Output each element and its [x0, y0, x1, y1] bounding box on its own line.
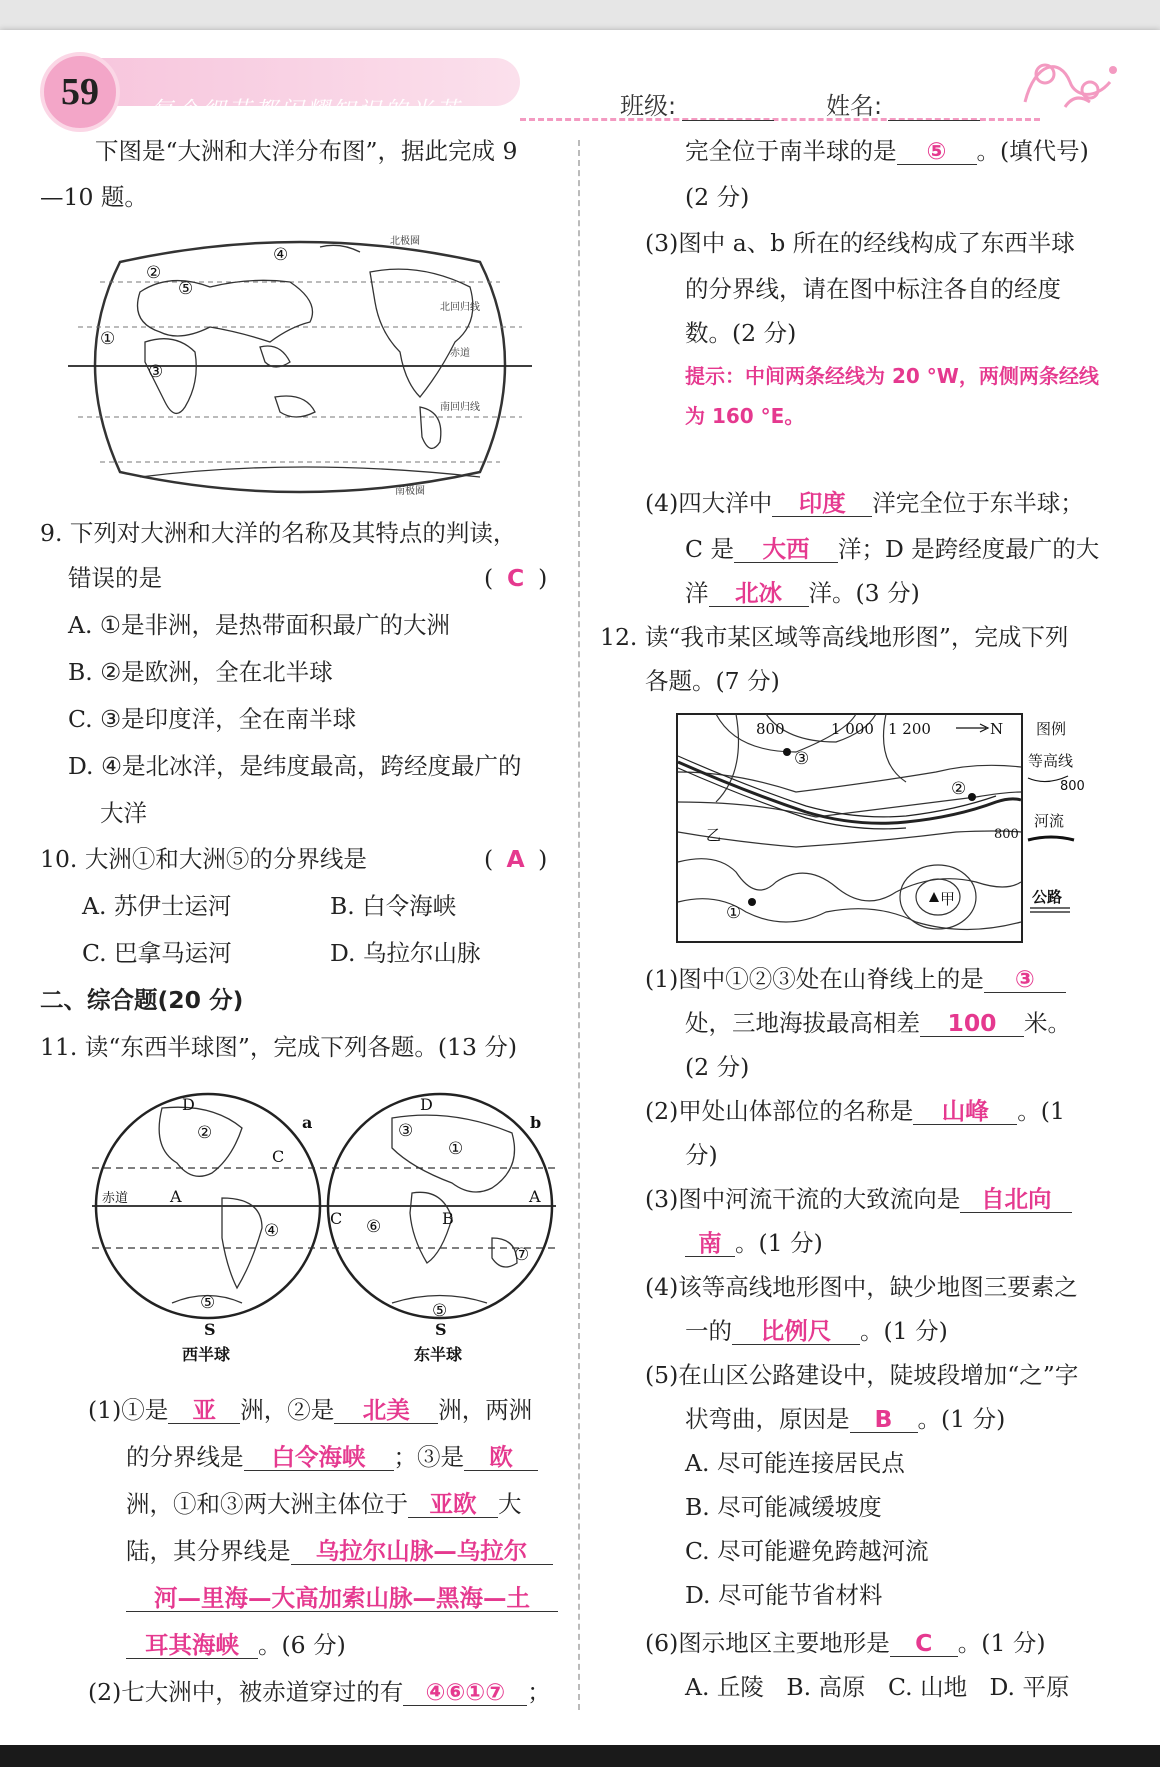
- svg-text:⑤: ⑤: [178, 279, 194, 299]
- svg-text:③: ③: [398, 1121, 414, 1141]
- q11-stem: 11. 读“东西半球图”，完成下列各题。(13 分): [40, 1033, 518, 1061]
- section2-title: 二、综合题(20 分): [40, 986, 244, 1014]
- svg-text:①: ①: [726, 903, 742, 923]
- q11-p3-tip1: 提示：中间两条经线为 20 °W，两侧两条经线: [685, 364, 1099, 388]
- world-map: [60, 232, 540, 502]
- header-slogan: 每个细节都闪耀知识的光芒: [150, 98, 462, 124]
- svg-text:1 000: 1 000: [831, 720, 874, 738]
- svg-text:B: B: [442, 1209, 454, 1228]
- q11-p1-answer2[interactable]: 北美: [334, 1399, 438, 1424]
- q12-p1-line1: (1)图中①②③处在山脊线上的是 ③: [645, 968, 1066, 993]
- q11-p4-answer3[interactable]: 北冰: [709, 582, 809, 607]
- svg-text:C: C: [272, 1147, 285, 1166]
- q11-p1-answer4[interactable]: 欧: [464, 1446, 538, 1471]
- q9-option-c[interactable]: C. ③是印度洋，全在南半球: [68, 705, 357, 733]
- svg-text:④: ④: [273, 245, 289, 265]
- q12-p5-option-c[interactable]: C. 尽可能避免跨越河流: [685, 1537, 929, 1565]
- svg-text:C: C: [330, 1209, 343, 1228]
- q12-p6-answer1[interactable]: C: [890, 1632, 958, 1657]
- svg-text:北极圈: 北极圈: [390, 236, 420, 247]
- q11-p4-line2: C 是 大西 洋；D 是跨经度最广的大: [685, 535, 1100, 563]
- q9-option-b[interactable]: B. ②是欧洲，全在北半球: [68, 658, 333, 686]
- q12-p4-line1: (4)该等高线地形图中，缺少地图三要素之: [645, 1273, 1078, 1301]
- q9-stem2: 错误的是: [68, 564, 162, 592]
- svg-text:⑤: ⑤: [432, 1301, 448, 1321]
- svg-text:800: 800: [994, 827, 1019, 842]
- q10-option-d[interactable]: D. 乌拉尔山脉: [330, 939, 481, 967]
- svg-text:乙: 乙: [706, 826, 722, 844]
- q12-p5-option-d[interactable]: D. 尽可能节省材料: [685, 1581, 883, 1609]
- q9-answer-bracket: ( C ): [484, 564, 548, 592]
- q11-p1-answer6a[interactable]: 乌拉尔山脉—乌拉尔: [291, 1540, 553, 1565]
- contour-map: [676, 712, 1096, 944]
- svg-text:②: ②: [951, 779, 967, 799]
- svg-text:图例: 图例: [1036, 720, 1067, 738]
- q12-p6-options: [685, 1673, 1070, 1701]
- viewer-top-bar: [0, 0, 1160, 30]
- svg-text:A: A: [170, 1187, 182, 1206]
- q11-p3-tip2: 为 160 °E。: [685, 404, 805, 428]
- svg-text:等高线: 等高线: [1028, 752, 1074, 770]
- q9-option-a[interactable]: A. ①是非洲，是热带面积最广的大洲: [68, 611, 450, 639]
- q10-option-c[interactable]: C. 巴拿马运河: [82, 939, 232, 967]
- q11-p4-line1: (4)四大洋中 印度 洋完全位于东半球；: [645, 489, 1084, 517]
- svg-text:S: S: [435, 1320, 447, 1339]
- q12-p4-answer1[interactable]: 比例尺: [732, 1320, 860, 1345]
- q12-p5-line1: (5)在山区公路建设中，陡坡段增加“之”字: [645, 1361, 1079, 1389]
- q11-p1-line1: (1)①是 亚 洲，②是 北美 洲，两洲: [88, 1396, 533, 1424]
- q12-p5-option-a[interactable]: A. 尽可能连接居民点: [685, 1449, 905, 1477]
- svg-text:b: b: [530, 1113, 542, 1132]
- svg-text:赤道: 赤道: [102, 1191, 129, 1206]
- q12-p3-line1: (3)图中河流干流的大致流向是 自北向: [645, 1188, 1072, 1213]
- q11-p1-answer1[interactable]: 亚: [168, 1399, 240, 1424]
- svg-text:南回归线: 南回归线: [440, 402, 480, 413]
- q12-p3-answer1b[interactable]: 南: [685, 1232, 735, 1257]
- svg-text:②: ②: [197, 1123, 213, 1143]
- q11-p4-answer1[interactable]: 印度: [772, 492, 872, 517]
- page-number: 59: [40, 52, 120, 132]
- q10-option-b[interactable]: B. 白令海峡: [330, 892, 457, 920]
- q11-p3-line3: 数。(2 分): [685, 319, 797, 347]
- q12-p6-option-b[interactable]: B. 高原: [786, 1673, 866, 1701]
- q12-stem2: 各题。(7 分): [645, 667, 780, 695]
- svg-text:D: D: [420, 1095, 433, 1114]
- q11-p1-line2: 的分界线是 白令海峡 ；③是 欧: [126, 1446, 538, 1471]
- svg-text:800: 800: [756, 720, 785, 738]
- svg-text:①: ①: [100, 329, 116, 349]
- q9-option-d[interactable]: D. ④是北冰洋，是纬度最高，跨经度最广的: [68, 752, 522, 780]
- q12-stem1: 12. 读“我市某区域等高线地形图”，完成下列: [600, 623, 1069, 651]
- svg-text:①: ①: [448, 1139, 464, 1159]
- q12-p3-line2: 南 。(1 分): [685, 1232, 823, 1257]
- q10-option-a[interactable]: A. 苏伊士运河: [82, 892, 232, 920]
- q10-stem: 10. 大洲①和大洲⑤的分界线是: [40, 845, 367, 873]
- svg-text:西半球: 西半球: [182, 1345, 231, 1364]
- svg-text:河流: 河流: [1034, 812, 1065, 830]
- q11-p1-answer6c[interactable]: 耳其海峡: [126, 1634, 258, 1659]
- q12-p2-answer1[interactable]: 山峰: [913, 1100, 1017, 1125]
- q12-p4-line2: 一的 比例尺 。(1 分): [685, 1317, 948, 1345]
- viewer-bottom-bar: [0, 1745, 1160, 1767]
- q10-answer-bracket: ( A ): [484, 845, 548, 873]
- q12-p6-line1: (6)图示地区主要地形是 C 。(1 分): [645, 1629, 1046, 1657]
- svg-text:③: ③: [148, 362, 164, 382]
- intro-line1: 下图是“大洲和大洋分布图”，据此完成 9: [95, 137, 518, 165]
- q11-p1-line6: 耳其海峡 。(6 分): [126, 1634, 346, 1659]
- q12-p5-answer1[interactable]: B: [850, 1408, 918, 1433]
- q11-p2-answer1[interactable]: ④⑥①⑦: [403, 1681, 527, 1706]
- q11-p1-answer6b[interactable]: 河—里海—大高加索山脉—黑海—土: [126, 1587, 558, 1612]
- column-divider: [578, 140, 580, 1710]
- q12-p6-option-a[interactable]: A. 丘陵: [685, 1673, 764, 1701]
- svg-text:⑥: ⑥: [366, 1217, 382, 1237]
- q12-p1-score: (2 分): [685, 1053, 750, 1081]
- svg-text:甲: 甲: [940, 890, 956, 908]
- svg-text:N: N: [990, 720, 1004, 738]
- q11-p1-line3: 洲，①和③两大洲主体位于 亚欧 大: [126, 1490, 522, 1518]
- q9-stem1: 9. 下列对大洲和大洋的名称及其特点的判读，: [40, 519, 517, 547]
- q11-p4-answer2[interactable]: 大西: [734, 538, 838, 563]
- q11-p3-line2: 的分界线，请在图中标注各自的经度: [685, 275, 1061, 303]
- q11-p1-line5: [126, 1584, 558, 1612]
- svg-text:北回归线: 北回归线: [440, 302, 480, 313]
- q11-p1-line4: 陆，其分界线是 乌拉尔山脉—乌拉尔: [126, 1540, 553, 1565]
- q12-p2-line1: (2)甲处山体部位的名称是 山峰 。(1: [645, 1097, 1065, 1125]
- svg-text:公路: 公路: [1032, 888, 1063, 906]
- q12-p1-answer2[interactable]: 100: [920, 1012, 1024, 1037]
- svg-text:④: ④: [264, 1221, 280, 1241]
- q11-p3-line1: (3)图中 a、b 所在的经线构成了东西半球: [645, 229, 1075, 257]
- svg-text:a: a: [302, 1113, 313, 1132]
- svg-text:A: A: [529, 1187, 541, 1206]
- class-field[interactable]: 班级:: [620, 86, 774, 121]
- q9-answer: C: [507, 564, 525, 592]
- svg-text:东半球: 东半球: [414, 1345, 463, 1364]
- svg-text:800: 800: [1060, 779, 1085, 794]
- q11-p2-score: (2 分): [685, 183, 750, 211]
- q11-p1-answer3[interactable]: 白令海峡: [244, 1446, 394, 1471]
- q10-answer: A: [506, 845, 525, 873]
- q11-p2-line1: (2)七大洲中，被赤道穿过的有 ④⑥①⑦ ；: [88, 1678, 551, 1706]
- svg-text:⑤: ⑤: [200, 1293, 216, 1313]
- svg-text:②: ②: [146, 263, 162, 283]
- q11-p1-answer5[interactable]: 亚欧: [408, 1493, 498, 1518]
- svg-text:南极圈: 南极圈: [395, 486, 425, 497]
- q11-p2-line2: 完全位于南半球的是 ⑤ 。(填代号): [685, 137, 1089, 165]
- q12-p6-option-c[interactable]: C. 山地: [887, 1673, 968, 1701]
- svg-text:赤道: 赤道: [450, 348, 470, 359]
- svg-text:D: D: [182, 1095, 195, 1114]
- q12-p2-score: 分): [685, 1141, 718, 1169]
- q12-p3-answer1[interactable]: 自北向: [960, 1188, 1072, 1213]
- q12-p5-option-b[interactable]: B. 尽可能减缓坡度: [685, 1493, 882, 1521]
- q11-p4-line3: 洋 北冰 洋。(3 分): [685, 579, 920, 607]
- q12-p1-line2: 处，三地海拔最高相差 100 米。: [685, 1009, 1071, 1037]
- svg-text:S: S: [204, 1320, 216, 1339]
- hemispheres-map: [92, 1088, 556, 1372]
- name-field[interactable]: 姓名:: [826, 86, 980, 121]
- svg-text:③: ③: [794, 749, 810, 769]
- intro-line2: —10 题。: [40, 183, 148, 211]
- q12-p6-option-d[interactable]: D. 平原: [989, 1673, 1070, 1701]
- svg-text:⑦: ⑦: [514, 1245, 530, 1265]
- q9-option-d-cont: 大洋: [100, 799, 147, 827]
- q11-p2-answer2[interactable]: ⑤: [897, 140, 977, 165]
- q12-p5-line2: 状弯曲，原因是 B 。(1 分): [685, 1405, 1006, 1433]
- svg-text:1 200: 1 200: [888, 720, 931, 738]
- flower-ornament-icon: [1015, 52, 1125, 118]
- q12-p1-answer1[interactable]: ③: [984, 968, 1066, 993]
